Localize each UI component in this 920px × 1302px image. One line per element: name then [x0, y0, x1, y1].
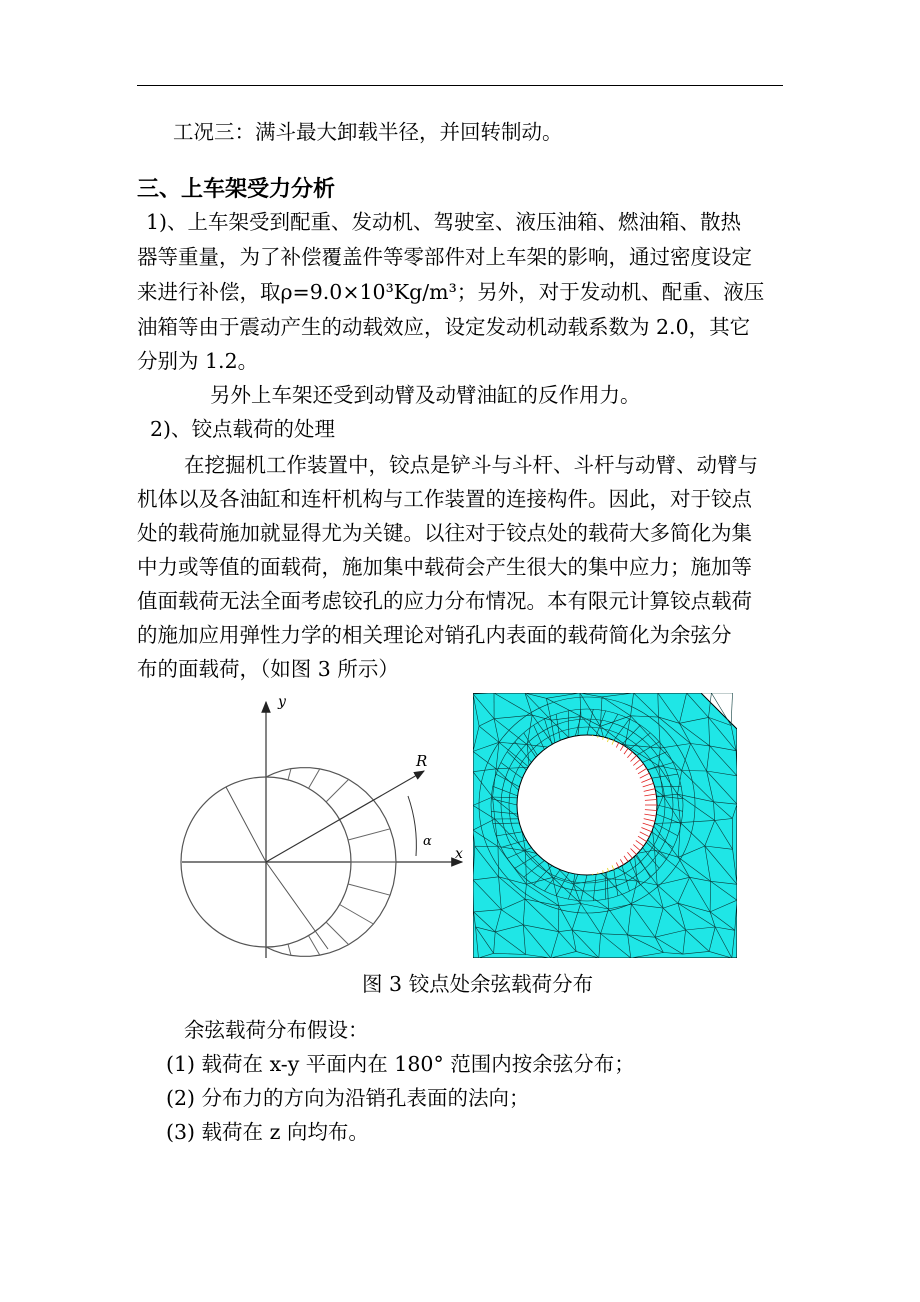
paragraph-3-line-4: 中力或等值的面载荷，施加集中载荷会产生很大的集中应力；施加等 [137, 555, 752, 579]
hatch-line [348, 884, 390, 895]
hatch-line [326, 922, 349, 945]
assumption-3: (3) 载荷在 z 向均布。 [166, 1120, 369, 1144]
angle-arc [408, 796, 416, 856]
assumption-title: 余弦载荷分布假设： [184, 1018, 369, 1042]
assumption-1: (1) 载荷在 x-y 平面内在 180° 范围内按余弦分布； [166, 1052, 635, 1076]
paragraph-1-line-3: 来进行补偿，取ρ=9.0×10³Kg/m³；另外，对于发动机、配重、液压 [137, 280, 765, 304]
paragraph-3-line-6: 的施加应用弹性力学的相关理论对销孔内表面的载荷简化为余弦分 [137, 623, 732, 647]
radial-line-lower [266, 862, 328, 949]
radial-line-upper [226, 787, 266, 862]
paragraph-3-line-2: 机体以及各油缸和连杆机构与工作装置的连接构件。因此，对于铰点 [137, 487, 752, 511]
paragraph-3-line-7: 布的面载荷，（如图 3 所示） [137, 657, 399, 681]
paragraph-2: 另外上车架还受到动臂及动臂油缸的反作用力。 [210, 383, 641, 407]
fe-mesh-figure [473, 693, 737, 958]
r-label: R [416, 752, 428, 770]
hatch-line [288, 944, 291, 955]
hatch-line [309, 769, 320, 789]
paragraph-3-line-5: 值面载荷无法全面考虑铰孔的应力分布情况。本有限元计算铰点载荷 [137, 589, 752, 613]
case3-line: 工况三：满斗最大卸载半径，并回转制动。 [173, 120, 563, 144]
paragraph-1-line-2: 器等重量，为了补偿覆盖件等零部件对上车架的影响，通过密度设定 [137, 245, 752, 269]
alpha-label: α [423, 834, 432, 849]
paragraph-3-title: 2)、铰点载荷的处理 [150, 417, 336, 441]
hatch-line [348, 829, 390, 840]
paragraph-3-line-1: 在挖掘机工作装置中，铰点是铲斗与斗杆、斗杆与动臂、动臂与 [184, 453, 758, 477]
paragraph-1-line-5: 分别为 1.2。 [137, 349, 259, 373]
hatch-line [340, 905, 374, 925]
hatch-line [326, 779, 349, 802]
paragraph-1-line-1: 1)、上车架受到配重、发动机、驾驶室、液压油箱、燃油箱、散热 [146, 210, 742, 234]
paragraph-1-line-4: 油箱等由于震动产生的动载效应，设定发动机动载系数为 2.0，其它 [137, 315, 751, 339]
mesh-edge [731, 693, 732, 726]
hatch-line [288, 769, 291, 780]
radius-arrow [266, 771, 424, 862]
header-rule [137, 85, 783, 86]
cosine-load-schematic [176, 686, 466, 960]
paragraph-3-line-3: 处的载荷施加就显得尤为关键。以往对于铰点处的载荷大多简化为集 [137, 521, 752, 545]
hatch-line [309, 936, 320, 956]
y-label: y [278, 694, 286, 710]
x-label: x [455, 846, 463, 862]
assumption-2: (2) 分布力的方向为沿销孔表面的法向； [166, 1086, 530, 1110]
figure-caption: 图 3 铰点处余弦载荷分布 [362, 972, 594, 996]
section-heading: 三、上车架受力分析 [137, 177, 336, 202]
